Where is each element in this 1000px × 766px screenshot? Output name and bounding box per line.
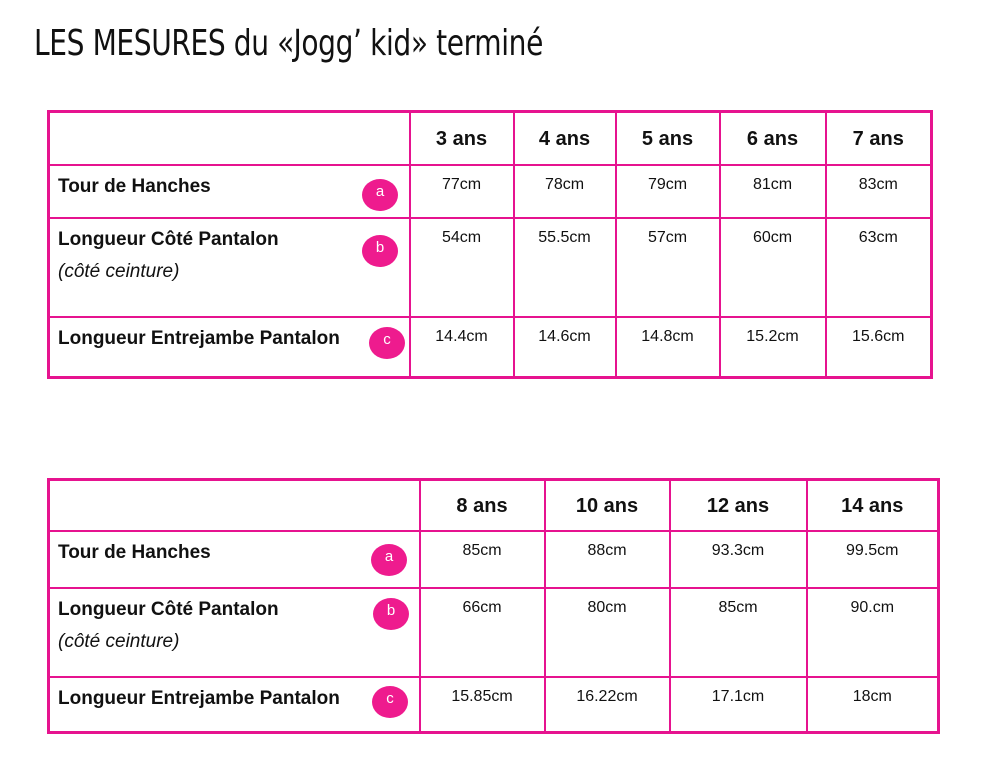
value-cell: 60cm [720, 218, 826, 317]
row-sublabel: (côté ceinture) [58, 260, 180, 282]
measurements-table-large-sizes [47, 478, 940, 734]
value-cell: 15.2cm [720, 317, 826, 378]
value-cell: 81cm [720, 165, 826, 218]
value-cell: 15.6cm [826, 317, 932, 378]
row-label: Longueur Entrejambe Pantalon [58, 687, 340, 709]
value-cell: 78cm [514, 165, 616, 218]
row-label: Longueur Côté Pantalon [58, 598, 279, 620]
page-title: LES MESURES du «Jogg’ kid» terminé [34, 23, 543, 64]
row-label-cell [49, 531, 420, 588]
value-cell: 63cm [826, 218, 932, 317]
age-header: 10 ans [545, 480, 670, 531]
marker-badge: c [369, 327, 405, 359]
table-header-row [49, 480, 939, 531]
age-header: 3 ans [410, 112, 514, 165]
value-cell: 85cm [420, 531, 545, 588]
value-cell: 18cm [807, 677, 939, 733]
value-cell: 83cm [826, 165, 932, 218]
row-label: Longueur Côté Pantalon [58, 228, 279, 250]
value-cell: 66cm [420, 588, 545, 677]
marker-badge: b [373, 598, 409, 630]
table-header-row [49, 112, 932, 165]
value-cell: 14.6cm [514, 317, 616, 378]
value-cell: 14.4cm [410, 317, 514, 378]
row-sublabel: (côté ceinture) [58, 630, 180, 652]
value-cell: 16.22cm [545, 677, 670, 733]
row-label: Tour de Hanches [58, 175, 211, 197]
row-label-cell [49, 677, 420, 733]
value-cell: 54cm [410, 218, 514, 317]
empty-header-cell [49, 112, 410, 165]
row-label-cell [49, 317, 410, 378]
age-header: 5 ans [616, 112, 720, 165]
value-cell: 15.85cm [420, 677, 545, 733]
value-cell: 77cm [410, 165, 514, 218]
age-header: 7 ans [826, 112, 932, 165]
marker-badge: b [362, 235, 398, 267]
row-label-cell [49, 588, 420, 677]
table-row [49, 317, 932, 378]
marker-badge: c [372, 686, 408, 718]
table-row [49, 218, 932, 317]
table-row [49, 531, 939, 588]
row-label-cell [49, 165, 410, 218]
row-label-cell [49, 218, 410, 317]
table-row [49, 677, 939, 733]
marker-badge: a [362, 179, 398, 211]
value-cell: 99.5cm [807, 531, 939, 588]
empty-header-cell [49, 480, 420, 531]
age-header: 14 ans [807, 480, 939, 531]
age-header: 8 ans [420, 480, 545, 531]
value-cell: 90.cm [807, 588, 939, 677]
value-cell: 85cm [670, 588, 807, 677]
value-cell: 57cm [616, 218, 720, 317]
marker-badge: a [371, 544, 407, 576]
row-label: Tour de Hanches [58, 541, 211, 563]
table-row [49, 165, 932, 218]
value-cell: 17.1cm [670, 677, 807, 733]
value-cell: 80cm [545, 588, 670, 677]
table-row [49, 588, 939, 677]
age-header: 4 ans [514, 112, 616, 165]
value-cell: 88cm [545, 531, 670, 588]
measurements-table-small-sizes [47, 110, 933, 379]
value-cell: 93.3cm [670, 531, 807, 588]
age-header: 12 ans [670, 480, 807, 531]
value-cell: 79cm [616, 165, 720, 218]
age-header: 6 ans [720, 112, 826, 165]
value-cell: 14.8cm [616, 317, 720, 378]
value-cell: 55.5cm [514, 218, 616, 317]
row-label: Longueur Entrejambe Pantalon [58, 327, 340, 349]
